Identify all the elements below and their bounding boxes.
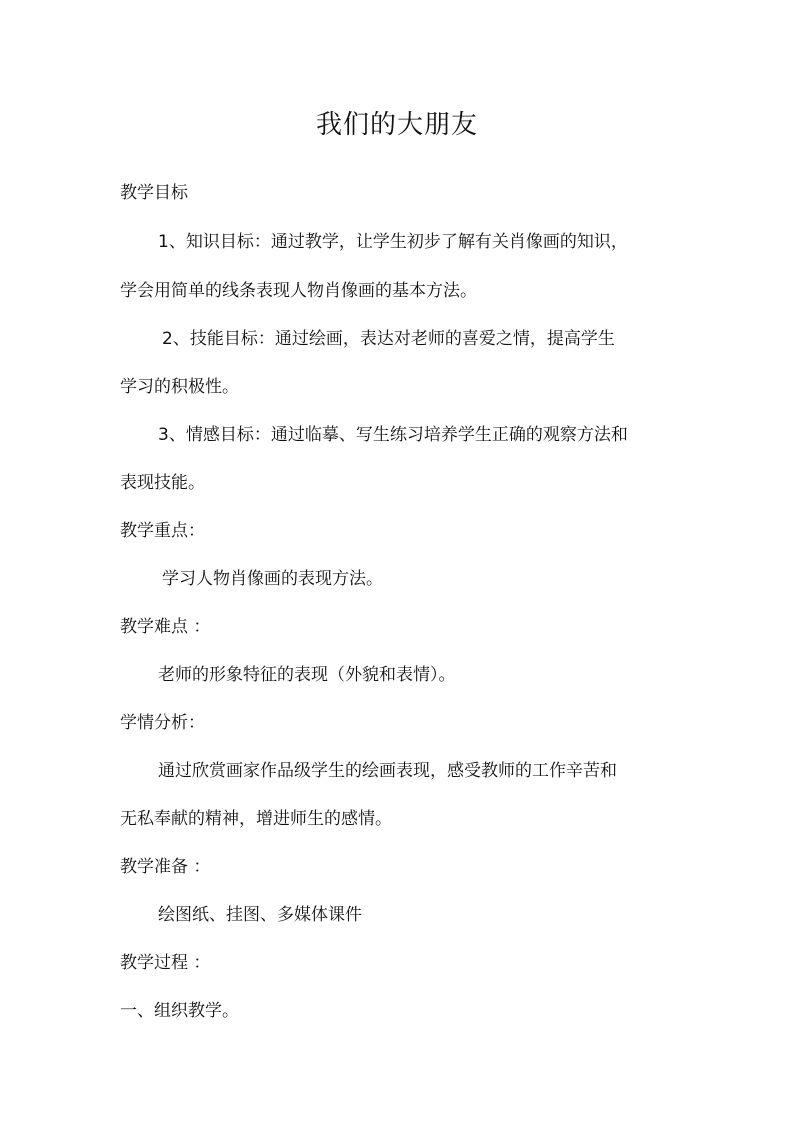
paragraph-line: 一、组织教学。 [120,1001,239,1021]
section-heading-analysis: 学情分析： [120,713,205,733]
section-heading-objectives: 教学目标 [120,183,188,203]
paragraph-line: 1、知识目标：通过教学，让学生初步了解有关肖像画的知识， [158,232,628,252]
paragraph-line: 学习人物肖像画的表现方法。 [162,569,383,589]
document-title: 我们的大朋友 [315,110,478,140]
paragraph-line: 表现技能。 [120,473,205,493]
section-heading-process: 教学过程 ： [120,953,211,973]
paragraph-line: 学习的积极性。 [120,377,239,397]
paragraph-line: 绘图纸、挂图、多媒体课件 [158,905,362,925]
paragraph-line: 学会用简单的线条表现人物肖像画的基本方法。 [120,281,477,301]
paragraph-line: 老师的形象特征的表现（外貌和表情）。 [158,665,456,685]
section-heading-key-points: 教学重点： [120,521,205,541]
paragraph-line: 2、技能目标：通过绘画，表达对老师的喜爱之情，提高学生 [162,329,615,349]
section-heading-difficulties: 教学难点 ： [120,617,211,637]
paragraph-line: 3、情感目标：通过临摹、写生练习培养学生正确的观察方法和 [158,425,628,445]
section-heading-preparation: 教学准备 ： [120,857,211,877]
paragraph-line: 无私奉献的精神，增进师生的感情。 [120,809,392,829]
paragraph-line: 通过欣赏画家作品级学生的绘画表现，感受教师的工作辛苦和 [158,761,617,781]
